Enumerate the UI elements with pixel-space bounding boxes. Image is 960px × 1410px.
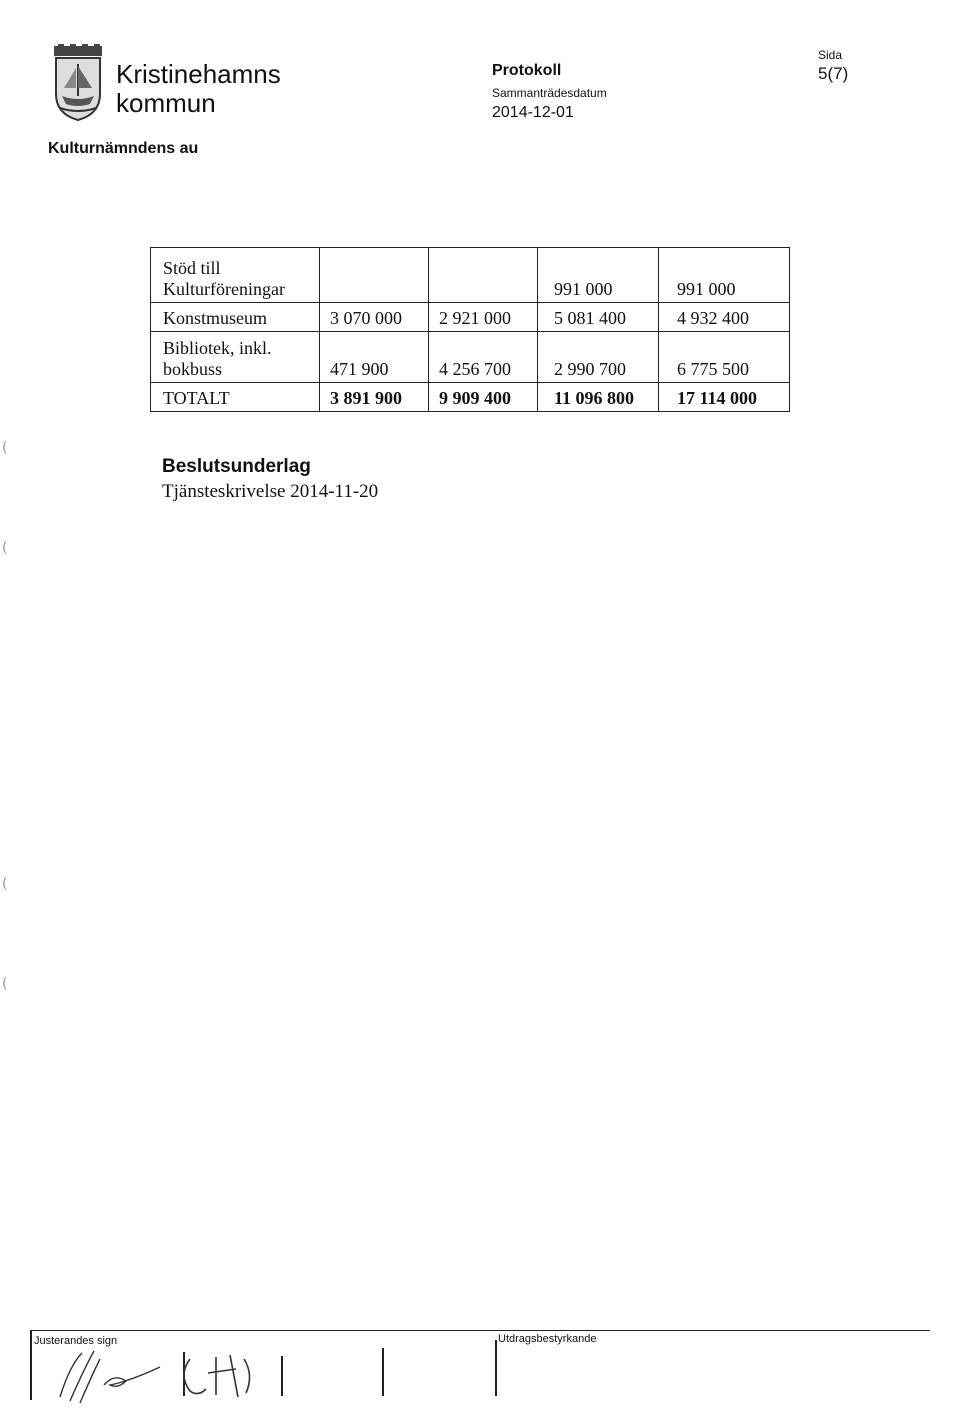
page-number: 5(7): [818, 64, 849, 83]
row-label-line1: Stöd till: [163, 258, 221, 278]
row-label-line1: Bibliotek, inkl.: [163, 338, 272, 358]
municipal-crest-icon: [52, 44, 104, 122]
row-label-line2: bokbuss: [163, 359, 223, 379]
table-cell: 991 000: [659, 248, 790, 303]
table-cell: [320, 248, 429, 303]
table-cell: 6 775 500: [659, 332, 790, 383]
handwritten-signature-icon: [40, 1345, 300, 1405]
row-label: [151, 248, 320, 303]
table-cell: 17 114 000: [659, 383, 790, 412]
table-cell: [429, 248, 538, 303]
certification-label: Utdragsbestyrkande: [498, 1333, 597, 1345]
committee-name: Kulturnämndens au: [48, 140, 199, 157]
table-cell: 4 256 700: [429, 332, 538, 383]
table-cell: 5 081 400: [538, 303, 659, 332]
row-label: TOTALT: [151, 383, 320, 412]
row-label: [151, 332, 320, 383]
table-row: [151, 303, 790, 332]
footer-divider: [30, 1330, 930, 1331]
organization-name-line2: kommun: [116, 88, 216, 118]
footer-border: [30, 1330, 32, 1400]
decision-basis-heading: Beslutsunderlag: [162, 456, 311, 477]
scan-mark: (: [2, 876, 8, 892]
table-cell: 2 921 000: [429, 303, 538, 332]
signers-label: Justerandes sign: [34, 1335, 118, 1347]
meeting-date: 2014-12-01: [492, 104, 574, 121]
signature-divider: [382, 1348, 384, 1396]
budget-table: [150, 247, 790, 412]
table-cell: 3 070 000: [320, 303, 429, 332]
meeting-date-label: Sammanträdesdatum: [492, 86, 607, 100]
table-row: [151, 248, 790, 303]
table-cell: 471 900: [320, 332, 429, 383]
decision-basis-item: Tjänsteskrivelse 2014-11-20: [162, 481, 379, 502]
document-type: Protokoll: [492, 62, 562, 79]
scan-mark: (: [2, 540, 8, 556]
table-cell: 4 932 400: [659, 303, 790, 332]
table-cell: 3 891 900: [320, 383, 429, 412]
table-cell: 9 909 400: [429, 383, 538, 412]
row-label-line2: Kulturföreningar: [163, 279, 285, 299]
page-label: Sida: [818, 48, 843, 62]
organization-name-line1: Kristinehamns: [116, 59, 281, 89]
row-label: Konstmuseum: [151, 303, 320, 332]
table-cell: 991 000: [538, 248, 659, 303]
table-row-total: [151, 383, 790, 412]
scan-mark: (: [2, 976, 8, 992]
scan-mark: (: [2, 440, 8, 456]
table-row: [151, 332, 790, 383]
organization-name: [116, 60, 281, 118]
table-cell: 11 096 800: [538, 383, 659, 412]
table-cell: 2 990 700: [538, 332, 659, 383]
signature-divider: [495, 1340, 497, 1396]
